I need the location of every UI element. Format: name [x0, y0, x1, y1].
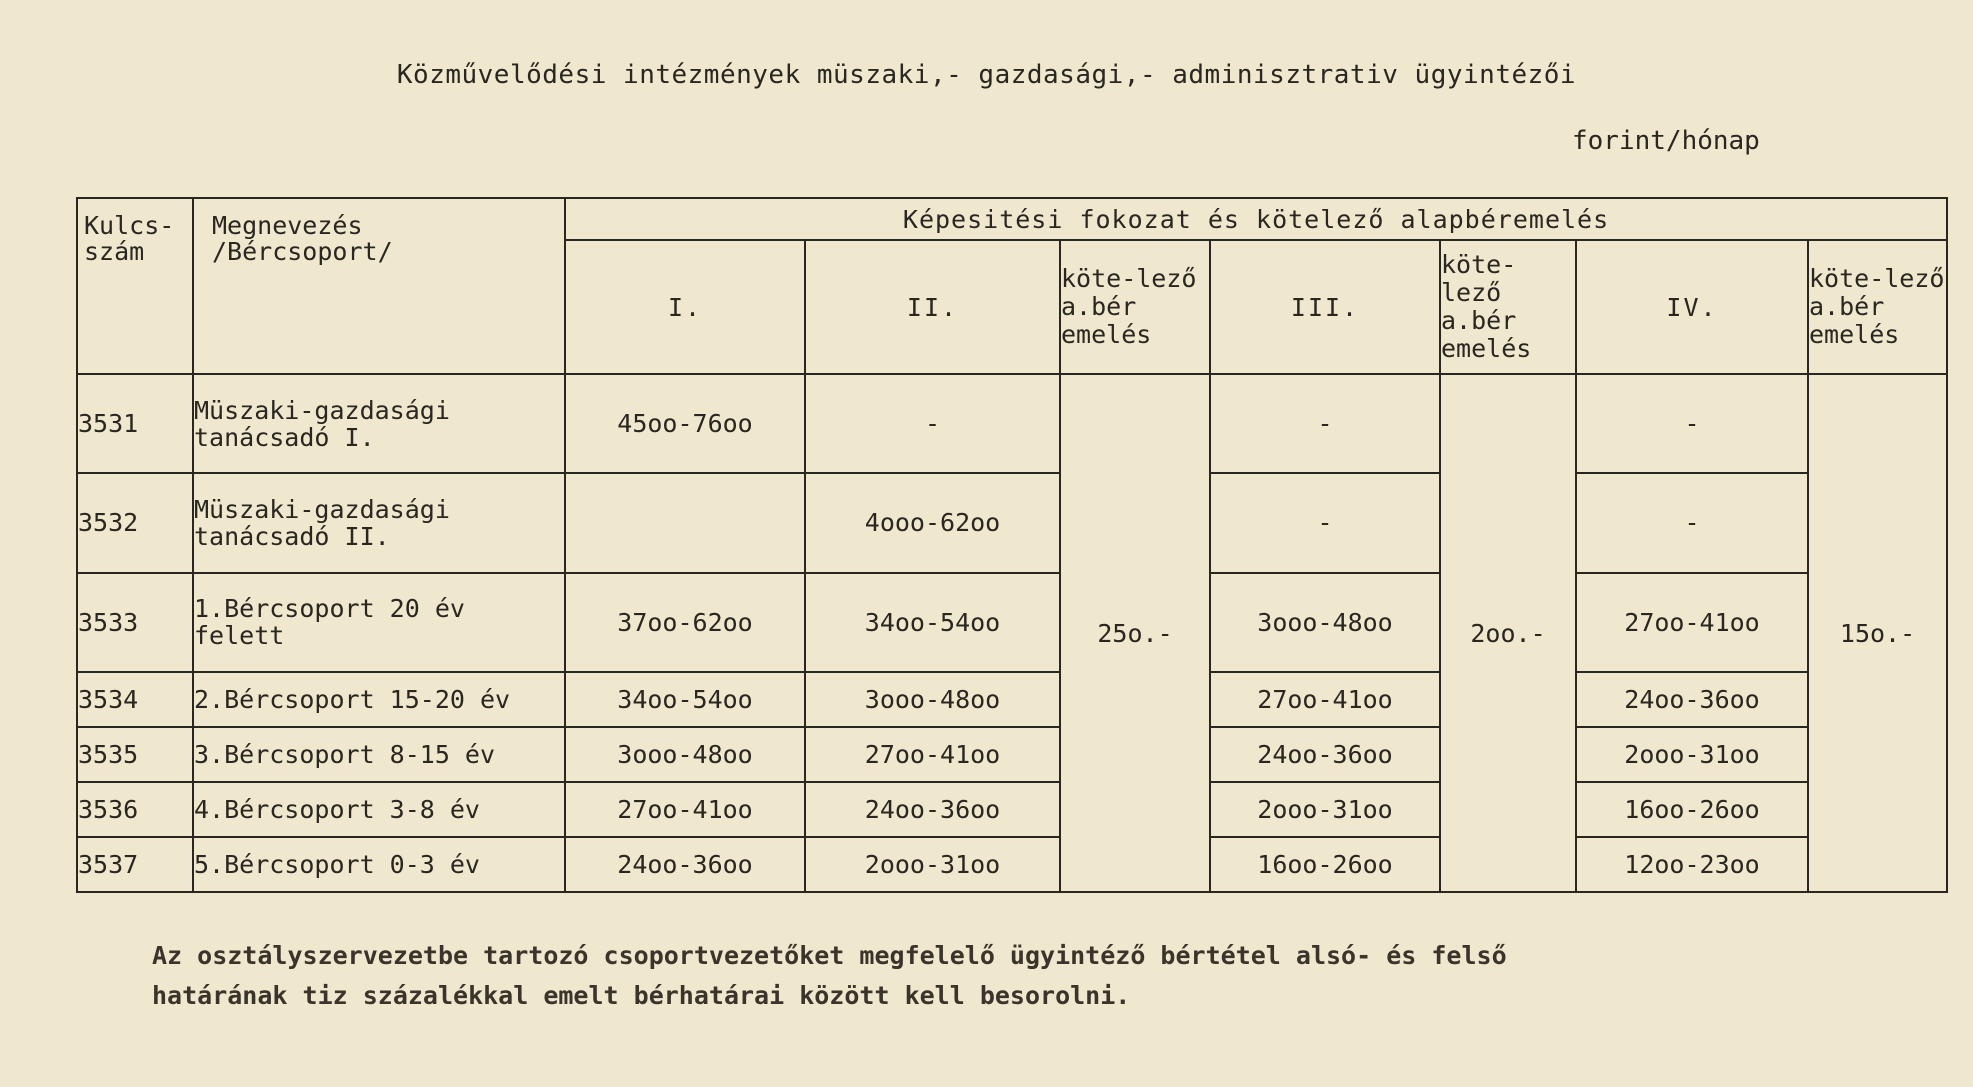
salary-table	[76, 197, 1948, 893]
row-code: 3533	[77, 573, 193, 672]
cell-level-4: -	[1576, 473, 1808, 572]
cell-level-4: -	[1576, 374, 1808, 473]
footnote-text: Az osztályszervezetbe tartozó csoportvezetőket megfelelő ügyintéző bértétel alsó- és felső határának tiz százalékkal emelt bérhatárai között kell besorolni.	[152, 941, 1507, 1010]
row-code: 3534	[77, 672, 193, 727]
header-row-group	[77, 198, 1947, 240]
column-header-raise-1: köte-lező a.bér emelés	[1060, 240, 1210, 374]
cell-level-3: -	[1210, 473, 1440, 572]
table-row	[77, 573, 1947, 672]
row-code: 3532	[77, 473, 193, 572]
cell-raise-3: 15o.-	[1808, 374, 1947, 892]
cell-level-2: 27oo-41oo	[805, 727, 1060, 782]
cell-level-2: 34oo-54oo	[805, 573, 1060, 672]
cell-level-3: 16oo-26oo	[1210, 837, 1440, 892]
row-code: 3537	[77, 837, 193, 892]
cell-level-4: 24oo-36oo	[1576, 672, 1808, 727]
row-name: 4.Bércsoport 3-8 év	[193, 782, 565, 837]
cell-level-1: 24oo-36oo	[565, 837, 805, 892]
row-name: 3.Bércsoport 8-15 év	[193, 727, 565, 782]
cell-level-1: 45oo-76oo	[565, 374, 805, 473]
column-header-code: Kulcs-szám	[77, 198, 193, 374]
cell-level-1: 27oo-41oo	[565, 782, 805, 837]
column-header-raise-3: köte-lező a.bér emelés	[1808, 240, 1947, 374]
row-name: 5.Bércsoport 0-3 év	[193, 837, 565, 892]
cell-level-1: 34oo-54oo	[565, 672, 805, 727]
cell-level-3: 2ooo-31oo	[1210, 782, 1440, 837]
table-row	[77, 672, 1947, 727]
cell-level-3: -	[1210, 374, 1440, 473]
table-row	[77, 374, 1947, 473]
row-code: 3536	[77, 782, 193, 837]
row-name: 1.Bércsoport 20 év felett	[193, 573, 565, 672]
cell-level-2: -	[805, 374, 1060, 473]
cell-level-4: 27oo-41oo	[1576, 573, 1808, 672]
column-header-level-1: I.	[565, 240, 805, 374]
column-header-qualification: Képesitési fokozat és kötelező alapbéremelés	[565, 198, 1947, 240]
cell-level-1: 3ooo-48oo	[565, 727, 805, 782]
column-header-level-3: III.	[1210, 240, 1440, 374]
cell-level-2: 4ooo-62oo	[805, 473, 1060, 572]
table-row	[77, 837, 1947, 892]
cell-level-3: 3ooo-48oo	[1210, 573, 1440, 672]
cell-level-3: 27oo-41oo	[1210, 672, 1440, 727]
document-title: Közművelődési intézmények müszaki,- gazdasági,- adminisztrativ ügyintézői	[396, 60, 1577, 90]
column-header-name: Megnevezés /Bércsoport/	[193, 198, 565, 374]
cell-level-2: 24oo-36oo	[805, 782, 1060, 837]
row-name: 2.Bércsoport 15-20 év	[193, 672, 565, 727]
row-code: 3535	[77, 727, 193, 782]
row-code: 3531	[77, 374, 193, 473]
column-header-level-2: II.	[805, 240, 1060, 374]
cell-level-2: 3ooo-48oo	[805, 672, 1060, 727]
table-row	[77, 782, 1947, 837]
table-row	[77, 727, 1947, 782]
cell-raise-1: 25o.-	[1060, 374, 1210, 892]
cell-level-2: 2ooo-31oo	[805, 837, 1060, 892]
table-row	[77, 473, 1947, 572]
cell-level-4: 16oo-26oo	[1576, 782, 1808, 837]
cell-level-4: 2ooo-31oo	[1576, 727, 1808, 782]
cell-level-1	[565, 473, 805, 572]
row-name: Müszaki-gazdasági tanácsadó II.	[193, 473, 565, 572]
row-name: Müszaki-gazdasági tanácsadó I.	[193, 374, 565, 473]
column-header-raise-2: köte-lező a.bér emelés	[1440, 240, 1576, 374]
cell-level-4: 12oo-23oo	[1576, 837, 1808, 892]
cell-level-1: 37oo-62oo	[565, 573, 805, 672]
cell-level-3: 24oo-36oo	[1210, 727, 1440, 782]
unit-label: forint/hónap	[1572, 126, 1760, 156]
column-header-level-4: IV.	[1576, 240, 1808, 374]
cell-raise-2: 2oo.-	[1440, 374, 1576, 892]
